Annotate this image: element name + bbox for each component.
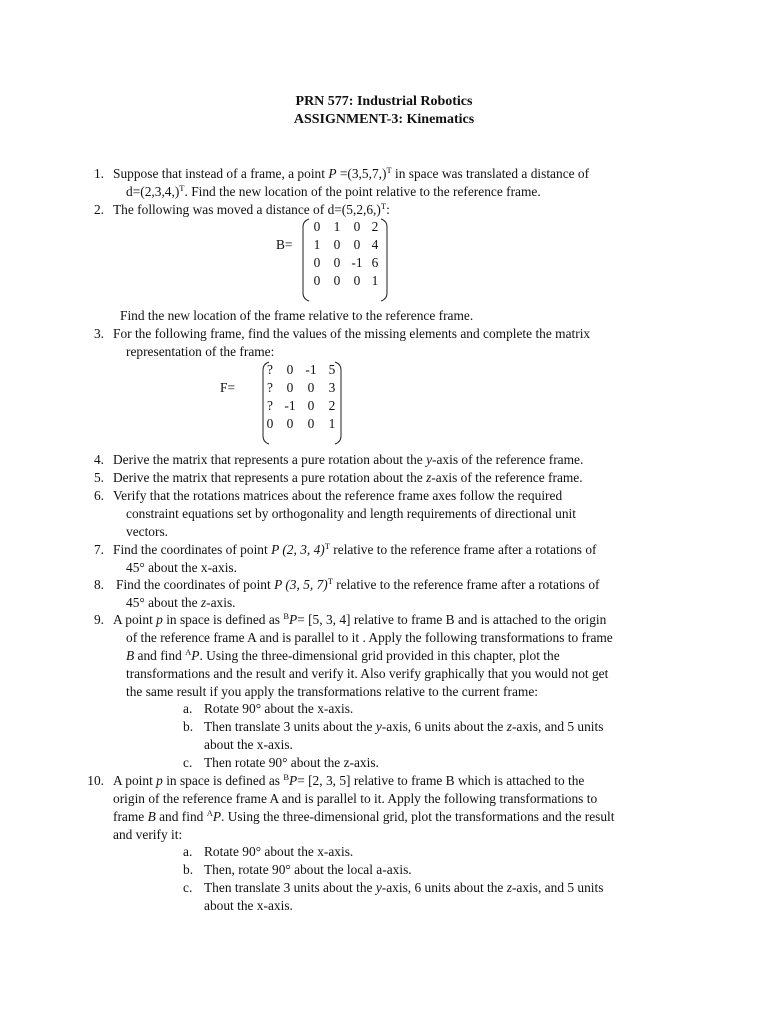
q6-line-1: Verify that the rotations matrices about the reference frame axes follow the required xyxy=(113,488,563,503)
q9-number: 9. xyxy=(93,612,104,627)
q4-text: Derive the matrix that represents a pure rotation about the y-axis of the reference frame. xyxy=(113,452,584,467)
q3-number: 3. xyxy=(93,326,104,341)
q1-number: 1. xyxy=(93,166,104,181)
q8-line-2: 45° about the z-axis. xyxy=(126,595,236,610)
matrix-b-cell: 1 xyxy=(313,237,321,252)
q9-sub-b-line-2: about the x-axis. xyxy=(204,737,293,752)
matrix-f-cell: ? xyxy=(267,398,273,413)
q9-line-2: of the reference frame A and is parallel to it . Apply the following transformations to frame xyxy=(126,630,613,645)
q9-sub-a-label: a. xyxy=(183,701,193,716)
q9-sub-c: Then rotate 90° about the z-axis. xyxy=(204,755,379,770)
q10-line-3: frame B and find $^A$P. Using the three-dimensional grid, plot the transformations and the result xyxy=(113,808,615,824)
q8-line-1: Find the coordinates of point P (3, 5, 7)$^T$ relative to the reference frame after a rotations of xyxy=(116,576,600,592)
matrix-f-cell: 2 xyxy=(328,398,336,413)
course-title: PRN 577: Industrial Robotics xyxy=(295,94,473,109)
q10-line-2: origin of the reference frame A and is parallel to it. Apply the following transformations to xyxy=(113,791,598,806)
q9-line-4: transformations and the result and verify it. Also verify graphically that you would not get xyxy=(126,666,609,681)
q6-number: 6. xyxy=(93,488,104,503)
matrix-f-cell: 0 xyxy=(307,416,315,431)
q9-sub-b-label: b. xyxy=(183,719,194,734)
q9-sub-c-label: c. xyxy=(183,755,193,770)
q6-line-2: constraint equations set by orthogonality and length requirements of directional unit xyxy=(126,506,576,521)
q10-sub-a-label: a. xyxy=(183,844,193,859)
matrix-b-cell: 0 xyxy=(333,237,341,252)
matrix-f-cell: 5 xyxy=(328,362,336,377)
matrix-f-cell: 0 xyxy=(286,416,294,431)
q10-sub-b-label: b. xyxy=(183,862,194,877)
matrix-f-cell: ? xyxy=(267,380,273,395)
matrix-b-cell: 1 xyxy=(371,273,379,288)
matrix-b-cell: 0 xyxy=(333,273,341,288)
q10-number: 10. xyxy=(87,773,104,788)
q7-line-2: 45° about the x-axis. xyxy=(126,560,237,575)
q3-line-2: representation of the frame: xyxy=(126,344,275,359)
matrix-b-cell: 4 xyxy=(371,237,379,252)
matrix-f-cell: -1 xyxy=(284,398,296,413)
q6-line-3: vectors. xyxy=(126,524,169,539)
matrix-b-cell: 6 xyxy=(371,255,379,270)
q10-sub-a: Rotate 90° about the x-axis. xyxy=(204,844,354,859)
q4-number: 4. xyxy=(93,452,104,467)
matrix-f-label: F= xyxy=(220,380,235,395)
matrix-b-cell: 0 xyxy=(353,219,361,234)
matrix-f-cell: 0 xyxy=(307,380,315,395)
matrix-b xyxy=(302,218,388,302)
matrix-b-cell: 0 xyxy=(353,273,361,288)
matrix-b-cell: -1 xyxy=(351,255,363,270)
q2-line-1: The following was moved a distance of $d=(5,2,6,)^T$: xyxy=(113,201,390,217)
q5-text: Derive the matrix that represents a pure rotation about the z-axis of the reference frame. xyxy=(113,470,583,485)
q8-number: 8. xyxy=(93,577,104,592)
q9-sub-a: Rotate 90° about the x-axis. xyxy=(204,701,354,716)
q1-line-2: $d=(2,3,4,)^T$. Find the new location of the point relative to the reference frame. xyxy=(126,183,541,199)
q9-sub-b-line-1: Then translate 3 units about the y-axis, 6 units about the z-axis, and 5 units xyxy=(204,719,604,734)
q10-line-1: A point p in space is defined as $^B$P= [2, 3, 5] relative to frame B which is attached to the xyxy=(113,772,585,788)
matrix-f-cell: 0 xyxy=(266,416,274,431)
q7-number: 7. xyxy=(93,542,104,557)
matrix-f-cell: 0 xyxy=(286,380,294,395)
q1-line-1: Suppose that instead of a frame, a point $P =(3,5,7,)^T$ in space was translated a distance of xyxy=(113,165,590,181)
q10-sub-c-label: c. xyxy=(183,880,193,895)
matrix-f-cell: 3 xyxy=(328,380,336,395)
matrix-b-cell: 2 xyxy=(371,219,379,234)
matrix-f-cell: 0 xyxy=(286,362,294,377)
matrix-f-cell: -1 xyxy=(305,362,317,377)
matrix-b-cell: 0 xyxy=(333,255,341,270)
q10-sub-c-line-1: Then translate 3 units about the y-axis, 6 units about the z-axis, and 5 units xyxy=(204,880,604,895)
q2-number: 2. xyxy=(93,202,104,217)
matrix-f xyxy=(262,361,342,445)
q10-sub-b: Then, rotate 90° about the local a-axis. xyxy=(204,862,412,877)
q3-line-1: For the following frame, find the values of the missing elements and complete the matrix xyxy=(113,326,591,341)
q7-line-1: Find the coordinates of point P (2, 3, 4)$^T$ relative to the reference frame after a rotations of xyxy=(113,541,597,557)
q10-line-4: and verify it: xyxy=(113,827,183,842)
q9-line-5: the same result if you apply the transformations relative to the current frame: xyxy=(126,684,538,699)
matrix-b-label: B= xyxy=(276,237,293,252)
q5-number: 5. xyxy=(93,470,104,485)
matrix-b-cell: 0 xyxy=(353,237,361,252)
matrix-b-cell: 1 xyxy=(333,219,341,234)
matrix-f-cell: ? xyxy=(267,362,273,377)
matrix-f-cell: 1 xyxy=(328,416,336,431)
matrix-b-cell: 0 xyxy=(313,219,321,234)
matrix-b-cell: 0 xyxy=(313,255,321,270)
q9-line-3: B and find $^A$P. Using the three-dimensional grid provided in this chapter, plot the xyxy=(126,647,560,663)
matrix-f-cell: 0 xyxy=(307,398,315,413)
assignment-title: ASSIGNMENT-3: Kinematics xyxy=(293,112,475,127)
q10-sub-c-line-2: about the x-axis. xyxy=(204,898,293,913)
q2-after-text: Find the new location of the frame relative to the reference frame. xyxy=(120,308,474,323)
q9-line-1: A point p in space is defined as $^B$P= [5, 3, 4] relative to frame B and is attached to the origin xyxy=(113,611,607,627)
matrix-b-cell: 0 xyxy=(313,273,321,288)
